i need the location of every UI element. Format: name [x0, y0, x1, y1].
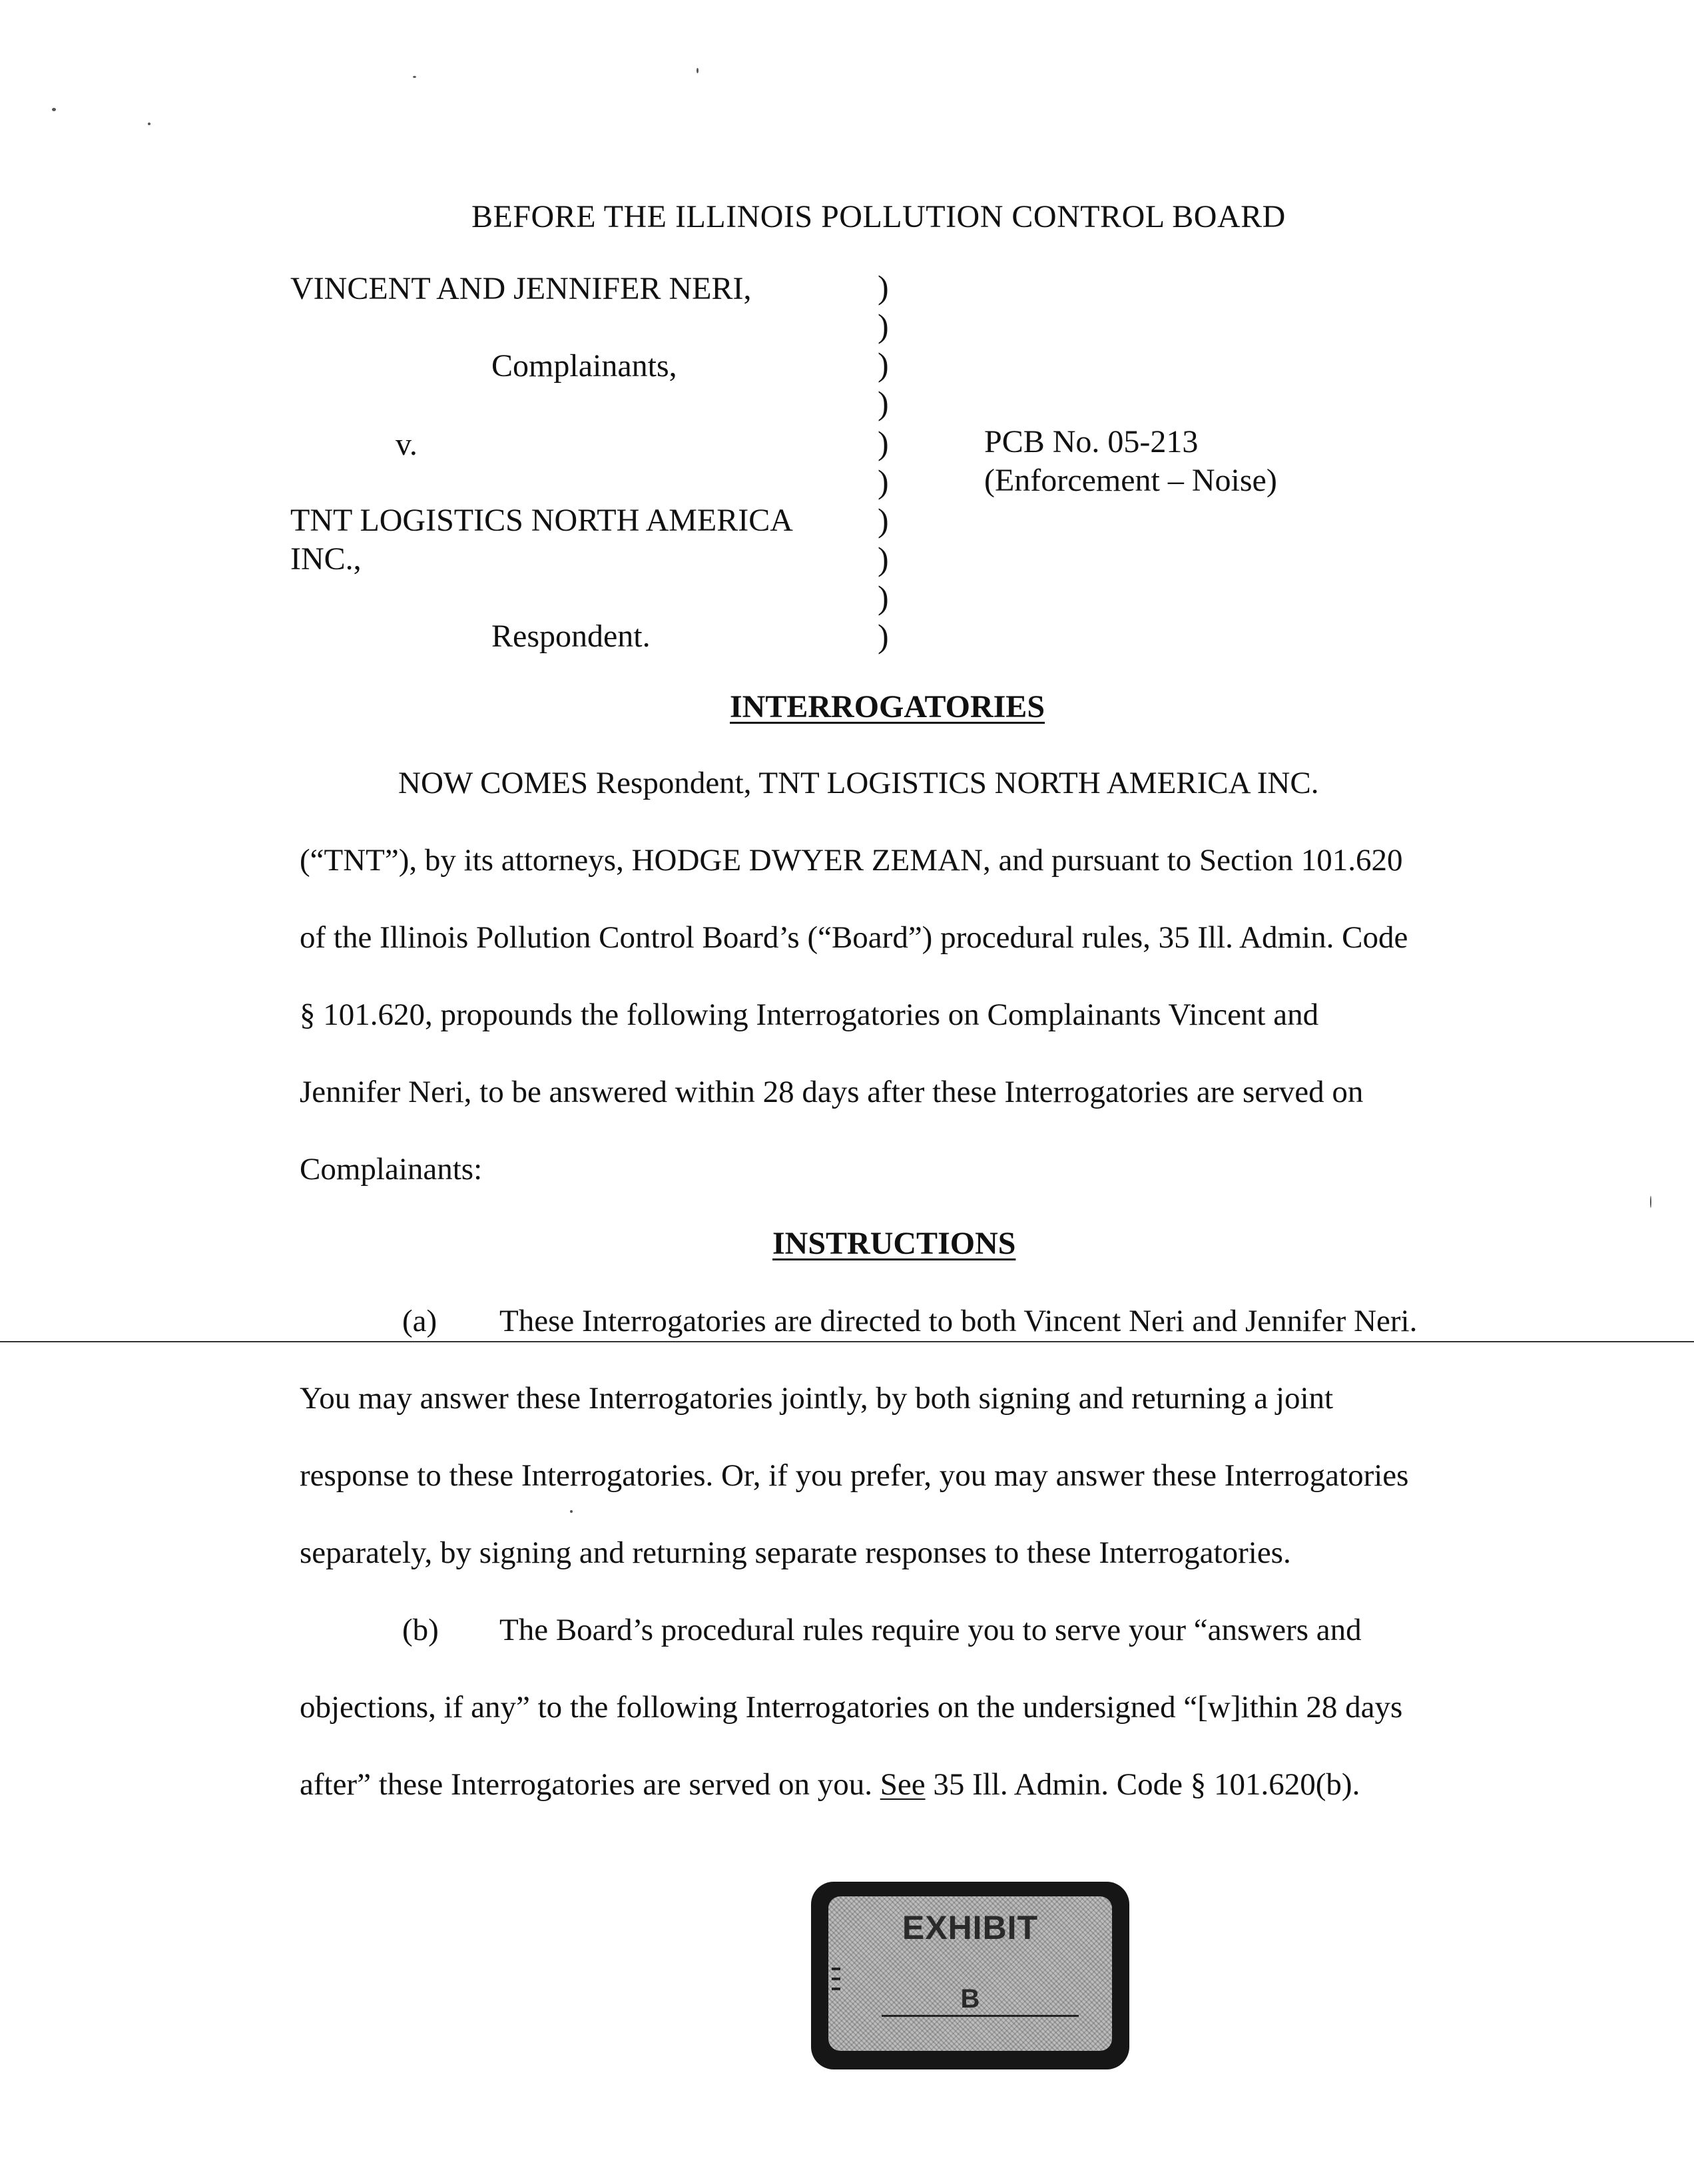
caption-paren: )	[878, 346, 889, 383]
caption-paren: )	[878, 384, 889, 421]
stamp-side-mark: ▬▬▬	[831, 1966, 841, 1996]
scan-speck	[148, 123, 150, 125]
caption-paren: )	[878, 268, 889, 306]
respondent-name-line1: TNT LOGISTICS NORTH AMERICA	[290, 503, 793, 538]
respondent-name-line2: INC.,	[290, 541, 362, 577]
caption-paren: )	[878, 540, 889, 577]
complainants-label: Complainants,	[491, 348, 677, 384]
exhibit-stamp-rule	[882, 2015, 1079, 2017]
complainant-names: VINCENT AND JENNIFER NERI,	[290, 271, 752, 306]
intro-line: § 101.620, propounds the following Interrogatories on Complainants Vincent and	[300, 997, 1319, 1032]
instruction-b-label: (b)	[402, 1613, 439, 1647]
exhibit-stamp-face	[828, 1896, 1112, 2051]
scan-speck	[570, 1510, 573, 1513]
scan-fold-line	[0, 1341, 1694, 1342]
instructions-title: INSTRUCTIONS	[772, 1226, 1016, 1261]
instruction-a-line: response to these Interrogatories. Or, if you prefer, you may answer these Interrogatories	[300, 1458, 1409, 1493]
instruction-b-line: The Board’s procedural rules require you to serve your “answers and	[499, 1613, 1362, 1647]
caption-paren: )	[878, 307, 889, 344]
scan-speck	[413, 76, 416, 78]
instruction-a-label: (a)	[402, 1304, 437, 1338]
instruction-b-line3-pre: after” these Interrogatories are served on you.	[300, 1767, 880, 1802]
instruction-a-line: You may answer these Interrogatories jointly, by both signing and returning a joint	[300, 1381, 1334, 1416]
intro-line: of the Illinois Pollution Control Board’s (“Board”) procedural rules, 35 Ill. Admin. Code	[300, 920, 1408, 955]
interrogatories-title: INTERROGATORIES	[730, 689, 1045, 724]
instruction-b-line: objections, if any” to the following Interrogatories on the undersigned “[w]ithin 28 days	[300, 1690, 1403, 1725]
scan-speck	[1650, 1196, 1651, 1208]
exhibit-stamp-letter: B	[960, 1984, 980, 2014]
intro-line: Jennifer Neri, to be answered within 28 days after these Interrogatories are served on	[300, 1075, 1364, 1109]
intro-line: Complainants:	[300, 1152, 483, 1187]
see-citation-signal: See	[880, 1767, 926, 1802]
instruction-b-line3-post: 35 Ill. Admin. Code § 101.620(b).	[925, 1767, 1360, 1802]
instruction-b-line	[300, 1766, 1360, 1803]
caption-paren: )	[878, 424, 889, 461]
court-heading: BEFORE THE ILLINOIS POLLUTION CONTROL BOARD	[471, 199, 1286, 234]
intro-line: NOW COMES Respondent, TNT LOGISTICS NORTH AMERICA INC.	[398, 766, 1319, 800]
case-number: PCB No. 05-213	[984, 424, 1199, 459]
exhibit-stamp-title: EXHIBIT	[902, 1909, 1039, 1946]
caption-paren: )	[878, 463, 889, 500]
scan-speck	[52, 108, 56, 111]
case-type: (Enforcement – Noise)	[984, 463, 1277, 498]
instruction-a-line: separately, by signing and returning separate responses to these Interrogatories.	[300, 1535, 1291, 1570]
exhibit-stamp	[811, 1882, 1129, 2069]
caption-paren: )	[878, 617, 889, 655]
respondent-label: Respondent.	[491, 619, 651, 654]
scan-speck	[697, 68, 699, 73]
caption-paren: )	[878, 501, 889, 539]
caption-paren: )	[878, 579, 889, 616]
versus-label: v.	[396, 427, 418, 462]
instruction-a-line: These Interrogatories are directed to both Vincent Neri and Jennifer Neri.	[499, 1304, 1418, 1338]
intro-line: (“TNT”), by its attorneys, HODGE DWYER ZEMAN, and pursuant to Section 101.620	[300, 843, 1403, 878]
